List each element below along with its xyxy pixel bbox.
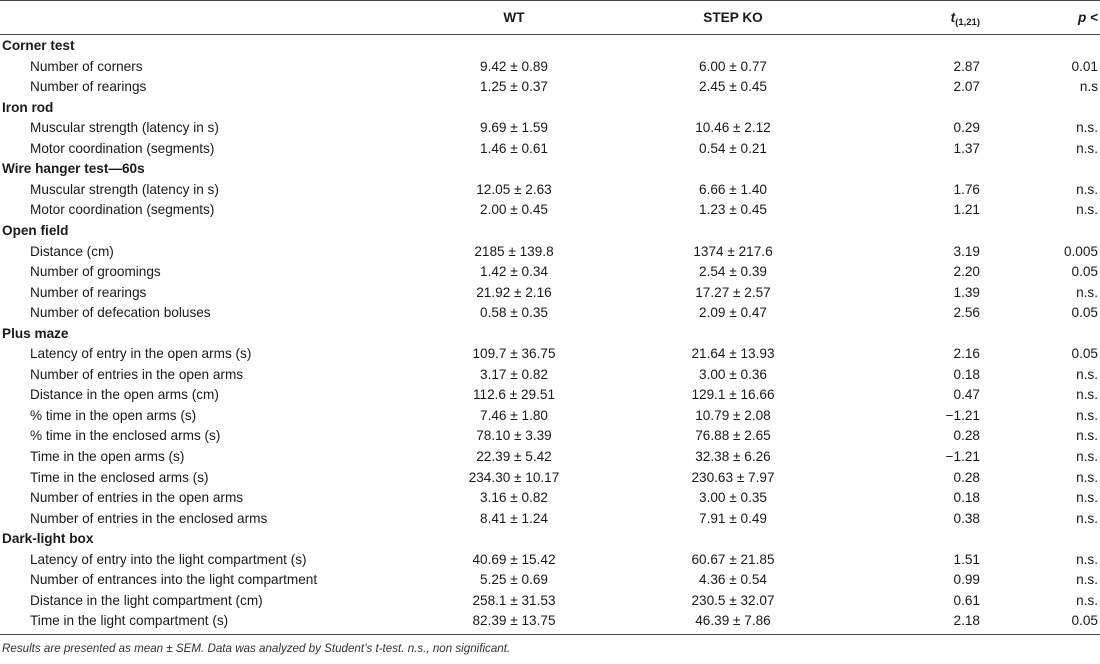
t-value: −1.21 (945, 449, 980, 464)
row-label: Muscular strength (latency in s) (30, 120, 219, 136)
row-label: Number of entries in the open arms (30, 490, 244, 506)
header-step-ko: STEP KO (703, 10, 763, 25)
p-value: n.s. (1076, 284, 1098, 300)
row-label: Number of corners (30, 58, 143, 74)
row-label: % time in the enclosed arms (s) (30, 428, 221, 444)
step-ko-value: 129.1 ± 16.66 (691, 387, 775, 403)
section-title: Iron rod (2, 99, 54, 115)
section-title: Wire hanger test—60s (2, 161, 145, 177)
wt-value: 1.46 ± 0.61 (480, 140, 548, 156)
step-ko-value: 2.45 ± 0.45 (699, 79, 767, 95)
header-t-statistic (880, 8, 980, 34)
row-label: Time in the enclosed arms (s) (30, 469, 209, 485)
t-value: 1.76 (953, 181, 980, 197)
row-label: Time in the light compartment (s) (30, 613, 229, 629)
t-value: 0.28 (953, 469, 980, 485)
step-ko-value: 76.88 ± 2.65 (695, 428, 771, 444)
p-value: n.s. (1076, 181, 1098, 197)
p-value: 0.05 (1071, 305, 1098, 321)
step-ko-value: 60.67 ± 21.85 (691, 551, 775, 567)
wt-value: 2.00 ± 0.45 (480, 202, 548, 218)
table-row (0, 509, 1100, 530)
step-ko-value: 6.66 ± 1.40 (699, 181, 767, 197)
wt-value: 258.1 ± 31.53 (472, 592, 556, 608)
t-value: 1.51 (953, 551, 980, 567)
step-ko-value: 10.79 ± 2.08 (695, 407, 771, 423)
p-value: n.s. (1076, 572, 1098, 588)
t-value: 0.29 (953, 120, 980, 136)
t-value: 1.39 (953, 284, 980, 300)
table-row (0, 242, 1100, 263)
table-row (0, 180, 1100, 201)
p-value: n.s. (1076, 510, 1098, 526)
wt-value: 8.41 ± 1.24 (480, 510, 548, 526)
table-row (0, 118, 1100, 139)
t-value: 0.18 (953, 366, 980, 382)
row-label: Motor coordination (segments) (30, 202, 215, 218)
t-value: 1.37 (953, 140, 980, 156)
step-ko-value: 230.63 ± 7.97 (691, 469, 775, 485)
wt-value: 1.25 ± 0.37 (480, 79, 548, 95)
table-row (0, 447, 1100, 468)
row-label: Time in the open arms (s) (30, 449, 185, 464)
wt-value: 82.39 ± 13.75 (472, 613, 556, 629)
step-ko-value: 0.54 ± 0.21 (699, 140, 767, 156)
wt-value: 5.25 ± 0.69 (480, 572, 548, 588)
step-ko-value: 17.27 ± 2.57 (695, 284, 771, 300)
step-ko-value: 3.00 ± 0.36 (699, 366, 767, 382)
t-value: 0.28 (953, 428, 980, 444)
section-title: Plus maze (2, 325, 69, 341)
step-ko-value: 2.09 ± 0.47 (699, 305, 767, 321)
t-value: 0.47 (953, 387, 980, 403)
p-value: n.s. (1076, 449, 1098, 464)
wt-value: 78.10 ± 3.39 (476, 428, 552, 444)
step-ko-value: 2.54 ± 0.39 (699, 264, 767, 280)
wt-value: 7.46 ± 1.80 (480, 407, 548, 423)
p-value: 0.05 (1071, 613, 1098, 629)
table-row (0, 611, 1100, 632)
step-ko-value: 1374 ± 217.6 (693, 243, 773, 259)
step-ko-value: 7.91 ± 0.49 (699, 510, 767, 526)
row-label: Muscular strength (latency in s) (30, 181, 219, 197)
wt-value: 2185 ± 139.8 (474, 243, 554, 259)
row-label: Distance in the open arms (cm) (30, 387, 219, 403)
top-rule (0, 0, 1100, 1)
wt-value: 234.30 ± 10.17 (468, 469, 560, 485)
t-value: 0.99 (953, 572, 980, 588)
p-value: n.s. (1076, 490, 1098, 506)
t-value: 2.87 (953, 58, 980, 74)
table-row (0, 77, 1100, 98)
t-value: 2.07 (953, 79, 980, 95)
wt-value: 21.92 ± 2.16 (476, 284, 552, 300)
wt-value: 0.58 ± 0.35 (480, 305, 548, 321)
section-row (0, 36, 1100, 57)
p-value: n.s. (1076, 592, 1098, 608)
step-ko-value: 32.38 ± 6.26 (695, 449, 771, 464)
row-label: Number of rearings (30, 79, 147, 95)
table-row (0, 426, 1100, 447)
table-row (0, 139, 1100, 160)
wt-value: 112.6 ± 29.51 (472, 387, 556, 403)
table-row (0, 303, 1100, 324)
row-label: Motor coordination (segments) (30, 140, 215, 156)
row-label: Number of entries in the open arms (30, 366, 244, 382)
table-footnote: Results are presented as mean ± SEM. Data was analyzed by Student’s t-test. n.s., non significant. (2, 642, 511, 655)
t-value: 0.18 (953, 490, 980, 506)
step-ko-value: 10.46 ± 2.12 (695, 120, 771, 136)
wt-value: 12.05 ± 2.63 (476, 181, 552, 197)
header-rule (0, 34, 1100, 35)
t-value: −1.21 (945, 407, 980, 423)
row-label: Number of rearings (30, 284, 147, 300)
table-row (0, 57, 1100, 78)
header-t-subscript: (1,21) (955, 17, 980, 28)
step-ko-value: 4.36 ± 0.54 (699, 572, 767, 588)
p-value: 0.005 (1063, 243, 1098, 259)
wt-value: 3.16 ± 0.82 (480, 490, 548, 506)
step-ko-value: 230.5 ± 32.07 (691, 592, 775, 608)
header-p-value: p < (1077, 10, 1098, 25)
row-label: % time in the open arms (s) (30, 407, 197, 423)
bottom-rule (0, 634, 1100, 635)
wt-value: 109.7 ± 36.75 (472, 346, 556, 362)
row-label: Number of entrances into the light compartment (30, 572, 318, 588)
p-value: n.s. (1076, 202, 1098, 218)
table-row (0, 262, 1100, 283)
p-value: n.s. (1076, 366, 1098, 382)
p-value: n.s. (1076, 120, 1098, 136)
table-row (0, 200, 1100, 221)
p-value: n.s. (1076, 407, 1098, 423)
section-row (0, 529, 1100, 550)
table-row (0, 385, 1100, 406)
t-value: 3.19 (953, 243, 980, 259)
section-row (0, 221, 1100, 242)
wt-value: 22.39 ± 5.42 (476, 449, 552, 464)
row-label: Latency of entry into the light compartment (s) (30, 551, 307, 567)
t-value: 2.56 (953, 305, 980, 321)
wt-value: 9.42 ± 0.89 (480, 58, 548, 74)
table-row (0, 550, 1100, 571)
p-value: n.s. (1076, 387, 1098, 403)
table-row (0, 283, 1100, 304)
row-label: Number of defecation boluses (30, 305, 211, 321)
table-row (0, 344, 1100, 365)
p-value: n.s (1079, 79, 1098, 95)
step-ko-value: 3.00 ± 0.35 (699, 490, 767, 506)
t-value: 2.20 (953, 264, 980, 280)
p-value: 0.05 (1071, 346, 1098, 362)
row-label: Distance in the light compartment (cm) (30, 592, 263, 608)
header-wt: WT (503, 10, 525, 25)
step-ko-value: 21.64 ± 13.93 (691, 346, 775, 362)
p-value: n.s. (1076, 140, 1098, 156)
section-row (0, 98, 1100, 119)
p-value: n.s. (1076, 551, 1098, 567)
t-value: 0.38 (953, 510, 980, 526)
table-row (0, 488, 1100, 509)
section-title: Dark-light box (2, 531, 94, 547)
table-row (0, 591, 1100, 612)
step-ko-value: 1.23 ± 0.45 (699, 202, 767, 218)
header-row (0, 8, 1100, 29)
p-value: 0.05 (1071, 264, 1098, 280)
wt-value: 1.42 ± 0.34 (480, 264, 548, 280)
wt-value: 9.69 ± 1.59 (480, 120, 548, 136)
section-title: Corner test (2, 38, 75, 53)
row-label: Number of groomings (30, 264, 161, 280)
p-value: 0.01 (1071, 58, 1098, 74)
t-value: 2.18 (953, 613, 980, 629)
table-row (0, 468, 1100, 489)
p-value: n.s. (1076, 469, 1098, 485)
step-ko-value: 6.00 ± 0.77 (699, 58, 767, 74)
section-row (0, 324, 1100, 345)
wt-value: 40.69 ± 15.42 (472, 551, 556, 567)
header-t-base: t (950, 10, 956, 25)
row-label: Latency of entry in the open arms (s) (30, 346, 252, 362)
wt-value: 3.17 ± 0.82 (480, 366, 548, 382)
t-value: 0.61 (953, 592, 980, 608)
row-label: Distance (cm) (30, 243, 114, 259)
p-value: n.s. (1076, 428, 1098, 444)
t-value: 1.21 (953, 202, 980, 218)
section-title: Open field (2, 222, 69, 238)
table-row (0, 365, 1100, 386)
table-row (0, 570, 1100, 591)
table-row (0, 406, 1100, 427)
section-row (0, 159, 1100, 180)
step-ko-value: 46.39 ± 7.86 (695, 613, 771, 629)
row-label: Number of entries in the enclosed arms (30, 510, 268, 526)
t-value: 2.16 (953, 346, 980, 362)
